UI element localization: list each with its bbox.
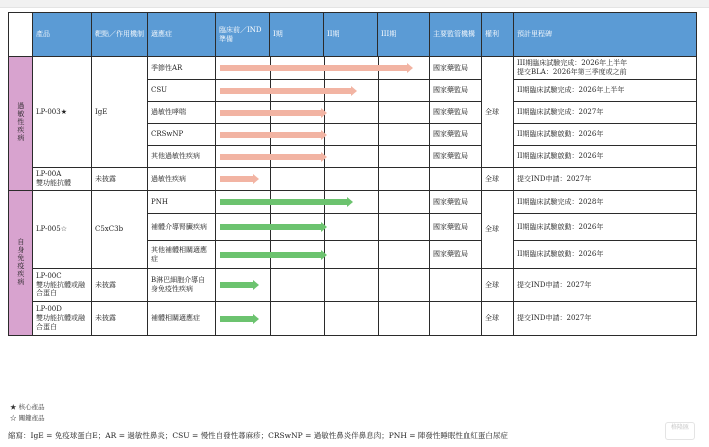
milestone-cell xyxy=(514,102,697,124)
indication-cell xyxy=(148,57,216,80)
category-allergy xyxy=(9,57,33,191)
stage-cells xyxy=(216,57,430,80)
header-rights: 權利 xyxy=(482,13,514,57)
rights-cell-text: 全球 xyxy=(485,280,499,289)
category-label: 過敏性疾病 xyxy=(16,102,25,143)
product-cell-text: 雙功能抗體或融合蛋白 xyxy=(36,280,85,298)
milestone-cell xyxy=(514,214,697,241)
indication-cell-text: 季節性AR xyxy=(151,63,183,72)
stage-cells xyxy=(216,168,430,191)
indication-cell-text: 其他過敏性疾病 xyxy=(151,152,200,161)
milestone-cell xyxy=(514,191,697,214)
indication-cell xyxy=(148,146,216,168)
indication-cell-text: PNH xyxy=(151,197,168,206)
indication-cell-text: 補體介導腎臟疾病 xyxy=(151,222,207,231)
milestone-cell-text: 提交BLA：2026年第三季度或之前 xyxy=(517,68,627,76)
rights-cell-text: 全球 xyxy=(485,174,499,183)
indication-cell xyxy=(148,191,216,214)
stage-cells xyxy=(216,269,430,302)
stage-divider xyxy=(324,302,325,335)
progress-arrow xyxy=(220,199,347,205)
milestone-cell xyxy=(514,241,697,269)
product-cell xyxy=(33,168,92,191)
stage-divider xyxy=(378,124,379,145)
rights-cell xyxy=(482,269,514,302)
product-cell xyxy=(33,302,92,336)
milestone-cell-text: II期臨床試驗啟動：2026年 xyxy=(517,152,604,161)
indication-cell xyxy=(148,124,216,146)
stage-cells xyxy=(216,102,430,124)
indication-cell-text: 其他補體相關適應症 xyxy=(151,245,207,263)
stage-cells xyxy=(216,146,430,168)
note-core-product: ★ 核心產品 xyxy=(10,403,45,411)
milestone-cell-text: 提交IND申請：2027年 xyxy=(517,314,592,323)
milestone-cell xyxy=(514,302,697,336)
stage-divider xyxy=(378,269,379,301)
regulator-cell xyxy=(430,241,482,269)
pipeline-row xyxy=(9,57,697,80)
note-key-product: ☆ 關鍵產品 xyxy=(10,414,45,422)
header-phase3: III期 xyxy=(378,13,430,57)
product-cell-text: LP-00C xyxy=(36,271,62,280)
milestone-cell-text: II期臨床試驗完成：2027年 xyxy=(517,108,604,117)
stage-divider xyxy=(378,214,379,240)
regulator-cell xyxy=(430,191,482,214)
stage-cells xyxy=(216,241,430,269)
target-cell-text: C5xC3b xyxy=(95,225,124,234)
product-cell-text: LP-003★ xyxy=(36,107,67,116)
regulator-cell xyxy=(430,214,482,241)
regulator-cell-text: 國家藥監局 xyxy=(433,130,468,139)
regulator-cell-text: 國家藥監局 xyxy=(433,63,468,72)
product-cell xyxy=(33,191,92,269)
indication-cell-text: CRSwNP xyxy=(151,130,184,139)
pipeline-row xyxy=(9,302,697,336)
regulator-cell-text: 國家藥監局 xyxy=(433,108,468,117)
progress-arrow xyxy=(220,176,253,182)
target-cell-text: 未披露 xyxy=(95,280,116,289)
progress-arrow xyxy=(220,316,253,322)
target-cell-text: 未披露 xyxy=(95,314,116,323)
regulator-cell-text: 國家藥監局 xyxy=(433,197,468,206)
stage-divider xyxy=(378,80,379,101)
milestone-cell xyxy=(514,80,697,102)
milestone-cell xyxy=(514,124,697,146)
regulator-cell xyxy=(430,102,482,124)
target-cell xyxy=(92,302,148,336)
header-product: 產品 xyxy=(33,13,92,57)
progress-arrow xyxy=(220,65,407,71)
stage-cells xyxy=(216,80,430,102)
stage-divider xyxy=(324,168,325,190)
milestone-cell-text: II期臨床試驗啟動：2026年 xyxy=(517,222,604,231)
product-cell xyxy=(33,269,92,302)
watermark-logo: 格隆匯 xyxy=(665,422,695,440)
milestone-cell xyxy=(514,168,697,191)
pipeline-body xyxy=(9,57,697,336)
milestone-cell-text: II期臨床試驗啟動：2026年 xyxy=(517,250,604,259)
regulator-cell xyxy=(430,124,482,146)
target-cell xyxy=(92,57,148,168)
target-cell-text: IgE xyxy=(95,107,108,116)
header-phase2: II期 xyxy=(324,13,378,57)
header-indication: 適應症 xyxy=(148,13,216,57)
progress-arrow xyxy=(220,224,321,230)
stage-cells xyxy=(216,302,430,336)
regulator-cell xyxy=(430,80,482,102)
milestone-cell-text: II期臨床試驗啟動：2026年 xyxy=(517,130,604,139)
rights-cell-text: 全球 xyxy=(485,314,499,323)
pipeline-row xyxy=(9,269,697,302)
stage-cells xyxy=(216,191,430,214)
header-preclinical: 臨床前／IND準備 xyxy=(216,13,270,57)
progress-arrow xyxy=(220,132,321,138)
pipeline-row xyxy=(9,168,697,191)
stage-cells xyxy=(216,214,430,241)
category-autoimmune xyxy=(9,191,33,336)
stage-divider xyxy=(378,302,379,335)
regulator-cell-text: 國家藥監局 xyxy=(433,86,468,95)
top-rule xyxy=(0,0,709,8)
product-cell-text: LP-00D xyxy=(36,305,62,314)
rights-cell-text: 全球 xyxy=(485,225,499,234)
rights-cell xyxy=(482,191,514,269)
product-cell xyxy=(33,57,92,168)
target-cell xyxy=(92,191,148,269)
milestone-cell-text: II期臨床試驗完成：2026年上半年 xyxy=(517,86,625,95)
rights-cell-text: 全球 xyxy=(485,107,499,116)
product-cell-text: LP-005☆ xyxy=(36,225,67,234)
pipeline-table xyxy=(8,12,697,336)
milestone-cell-text: II期臨床試驗完成：2028年 xyxy=(517,197,604,206)
milestone-cell-text: 提交IND申請：2027年 xyxy=(517,174,592,183)
header-target: 靶點／作用機制 xyxy=(92,13,148,57)
milestone-cell xyxy=(514,269,697,302)
indication-cell-text: B淋巴細胞介導自身免疫性疾病 xyxy=(151,276,206,293)
target-cell xyxy=(92,269,148,302)
regulator-cell xyxy=(430,57,482,80)
header-phase1: I期 xyxy=(270,13,324,57)
pipeline-row xyxy=(9,191,697,214)
indication-cell-text: 補體相關適應症 xyxy=(151,314,200,323)
abbreviations-note: 縮寫：IgE = 免疫球蛋白E；AR = 過敏性鼻炎；CSU = 慢性自發性蕁麻疹；CRSwNP = 過敏性鼻炎伴鼻息肉；PNH = 陣發性睡眠性血紅蛋白尿症 xyxy=(8,431,508,440)
stage-divider xyxy=(378,146,379,167)
regulator-cell xyxy=(430,168,482,191)
target-cell xyxy=(92,168,148,191)
product-cell-text: 雙功能抗體 xyxy=(36,179,71,187)
regulator-cell-text: 國家藥監局 xyxy=(433,152,468,161)
header-milestone: 預計里程碑 xyxy=(514,13,697,57)
stage-divider xyxy=(378,241,379,268)
milestone-cell-text: 提交IND申請：2027年 xyxy=(517,280,592,289)
header-regulator: 主要監管機構 xyxy=(430,13,482,57)
indication-cell xyxy=(148,269,216,302)
stage-divider xyxy=(270,168,271,190)
indication-cell xyxy=(148,102,216,124)
regulator-cell-text: 國家藥監局 xyxy=(433,250,468,259)
indication-cell xyxy=(148,80,216,102)
regulator-cell xyxy=(430,302,482,336)
milestone-cell xyxy=(514,57,697,80)
indication-cell xyxy=(148,214,216,241)
stage-divider xyxy=(378,168,379,190)
product-cell-text: 雙功能抗體或融合蛋白 xyxy=(36,314,85,331)
indication-cell xyxy=(148,168,216,191)
target-cell-text: 未披露 xyxy=(95,174,116,183)
regulator-cell xyxy=(430,269,482,302)
category-label: 自身免疫疾病 xyxy=(16,237,25,286)
progress-arrow xyxy=(220,154,321,160)
header-row xyxy=(9,13,697,57)
stage-divider xyxy=(270,269,271,301)
header-blank xyxy=(9,13,33,57)
stage-divider xyxy=(270,302,271,335)
indication-cell-text: CSU xyxy=(151,86,168,95)
progress-arrow xyxy=(220,88,351,94)
footnotes xyxy=(10,402,45,424)
progress-arrow xyxy=(220,252,321,258)
indication-cell xyxy=(148,302,216,336)
indication-cell-text: 過敏性疾病 xyxy=(151,174,186,183)
indication-cell-text: 過敏性哮喘 xyxy=(151,108,186,117)
product-cell-text: LP-00A xyxy=(36,170,62,179)
progress-arrow xyxy=(220,110,321,116)
regulator-cell xyxy=(430,146,482,168)
stage-divider xyxy=(324,269,325,301)
rights-cell xyxy=(482,168,514,191)
rights-cell xyxy=(482,57,514,168)
regulator-cell-text: 國家藥監局 xyxy=(433,222,468,231)
milestone-cell-text: III期臨床試驗完成：2026年上半年 xyxy=(517,59,628,68)
stage-divider xyxy=(378,102,379,123)
stage-divider xyxy=(378,191,379,213)
indication-cell xyxy=(148,241,216,269)
stage-cells xyxy=(216,124,430,146)
rights-cell xyxy=(482,302,514,336)
milestone-cell xyxy=(514,146,697,168)
progress-arrow xyxy=(220,282,253,288)
